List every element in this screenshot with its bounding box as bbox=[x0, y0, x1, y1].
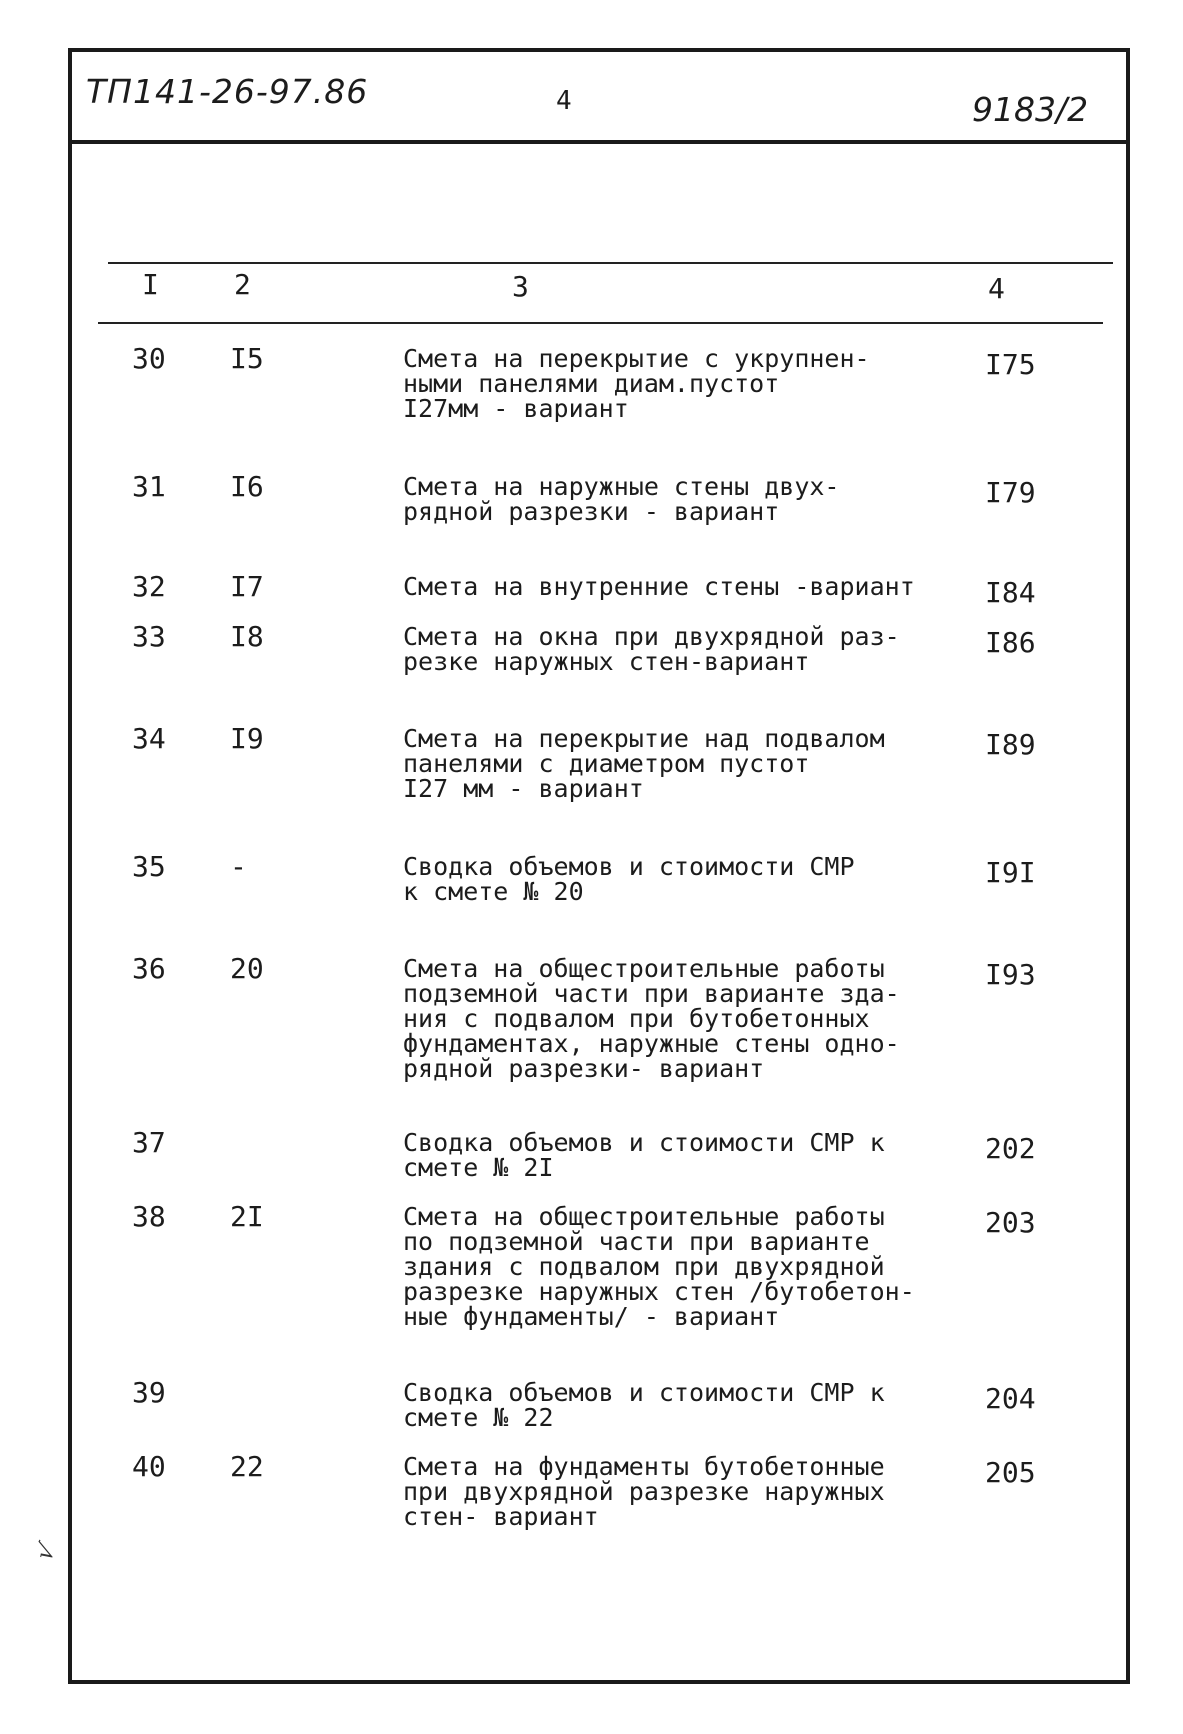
row-description: Сводка объемов и стоимости СМР к смете № 2I bbox=[403, 1128, 885, 1182]
row-description: Смета на наружные стены двух- рядной разрезки - вариант bbox=[403, 472, 840, 526]
estimate-number: I5 bbox=[230, 342, 264, 375]
table-header-rule bbox=[98, 322, 1103, 324]
row-description: Смета на фундаменты бутобетонные при двухрядной разрезке наружных стен- вариант bbox=[403, 1452, 885, 1531]
estimate-number: I6 bbox=[230, 470, 264, 503]
page-reference: 203 bbox=[985, 1206, 1036, 1239]
estimate-number: I9 bbox=[230, 722, 264, 755]
page-reference: I75 bbox=[985, 348, 1036, 381]
page-number: 4 bbox=[556, 86, 572, 116]
row-description: Сводка объемов и стоимости СМР к смете № 20 bbox=[403, 852, 855, 906]
estimate-number: 20 bbox=[230, 952, 264, 985]
row-number: 33 bbox=[132, 620, 166, 653]
page-reference: I9I bbox=[985, 856, 1036, 889]
page-reference: I79 bbox=[985, 476, 1036, 509]
estimate-number: I7 bbox=[230, 570, 264, 603]
table-top-rule bbox=[108, 262, 1113, 264]
estimate-number: 22 bbox=[230, 1450, 264, 1483]
column-header-2: 2 bbox=[234, 268, 251, 301]
column-header-3: 3 bbox=[512, 270, 529, 303]
row-description: Смета на перекрытие над подвалом панелями с диаметром пустот I27 мм - вариант bbox=[403, 724, 885, 803]
margin-check-mark: √ bbox=[29, 1538, 62, 1566]
page-reference: I93 bbox=[985, 958, 1036, 991]
row-description: Смета на общестроительные работы подземной части при варианте зда- ния с подвалом при бутобетонных фундаментах, наружные стены одно- рядной разрезки- вариант bbox=[403, 954, 900, 1083]
row-description: Смета на окна при двухрядной раз- резке наружных стен-вариант bbox=[403, 622, 900, 676]
row-number: 35 bbox=[132, 850, 166, 883]
header-separator bbox=[68, 140, 1130, 144]
row-number: 30 bbox=[132, 342, 166, 375]
page-reference: I89 bbox=[985, 728, 1036, 761]
estimate-number: - bbox=[230, 850, 247, 883]
page-reference: 204 bbox=[985, 1382, 1036, 1415]
row-number: 40 bbox=[132, 1450, 166, 1483]
row-number: 39 bbox=[132, 1376, 166, 1409]
row-description: Смета на внутренние стены -вариант bbox=[403, 572, 915, 601]
page-reference: 202 bbox=[985, 1132, 1036, 1165]
page-reference: 205 bbox=[985, 1456, 1036, 1489]
column-header-4: 4 bbox=[988, 272, 1005, 305]
row-description: Смета на перекрытие с укрупнен- ными панелями диам.пустот I27мм - вариант bbox=[403, 344, 870, 423]
document-code: ТП141-26-97.86 bbox=[86, 72, 369, 111]
row-description: Сводка объемов и стоимости СМР к смете № 22 bbox=[403, 1378, 885, 1432]
row-number: 38 bbox=[132, 1200, 166, 1233]
row-number: 31 bbox=[132, 470, 166, 503]
estimate-number: I8 bbox=[230, 620, 264, 653]
row-number: 34 bbox=[132, 722, 166, 755]
row-number: 37 bbox=[132, 1126, 166, 1159]
row-number: 36 bbox=[132, 952, 166, 985]
row-number: 32 bbox=[132, 570, 166, 603]
row-description: Смета на общестроительные работы по подземной части при варианте здания с подвалом при двухрядной разрезке наружных стен /бутобетон- ные фундаменты/ - вариант bbox=[403, 1202, 915, 1331]
page-reference: I84 bbox=[985, 576, 1036, 609]
column-header-1: I bbox=[142, 268, 159, 301]
reference-number: 9183/2 bbox=[972, 90, 1089, 129]
page-reference: I86 bbox=[985, 626, 1036, 659]
estimate-number: 2I bbox=[230, 1200, 264, 1233]
